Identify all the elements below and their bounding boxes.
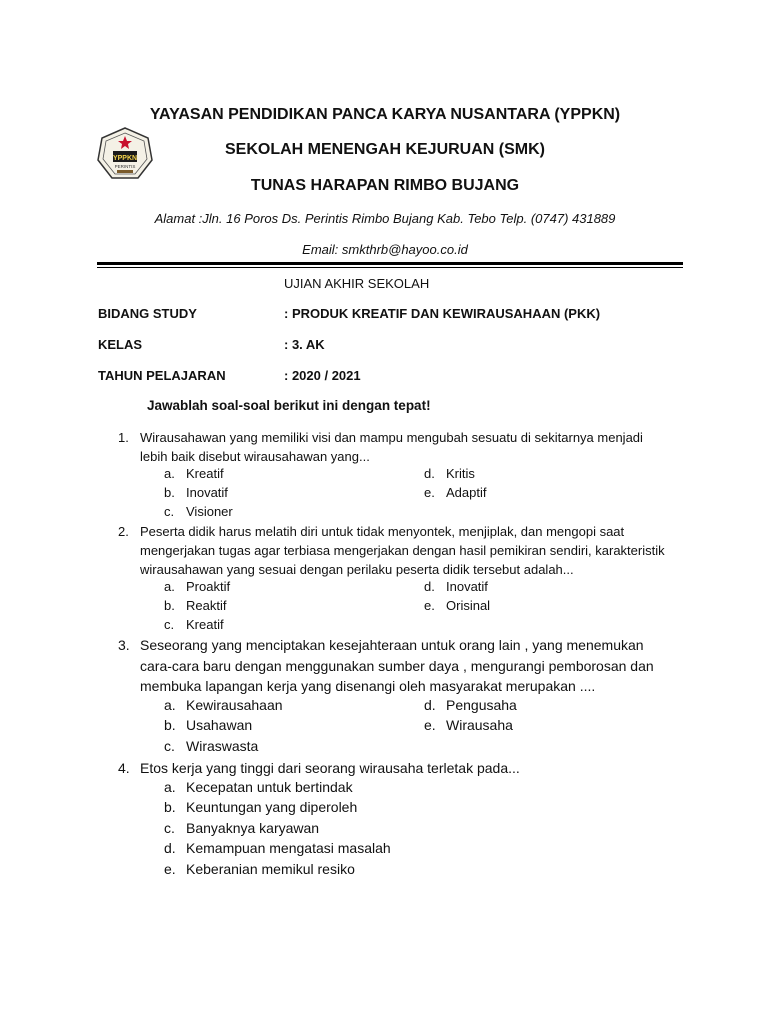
question-text-line: Wirausahawan yang memiliki visi dan mampu mengubah sesuatu di sekitarnya menjadi — [140, 430, 643, 445]
question-number: 2. — [118, 524, 129, 539]
question-text-line: cara-cara baru dengan menggunakan sumber daya , mengurangi pemborosan dan — [140, 657, 654, 674]
class-value: : 3. AK — [284, 337, 325, 352]
year-label: TAHUN PELAJARAN — [98, 368, 226, 383]
question-text-line: Seseorang yang menciptakan kesejahteraan untuk orang lain , yang menemukan — [140, 637, 644, 653]
question-text-line: lebih baik disebut wirausahawan yang... — [140, 449, 370, 464]
question-text-line: membuka lapangan kerja yang disenangi oleh masyarakat merupakan .... — [140, 678, 596, 694]
year-value: : 2020 / 2021 — [284, 368, 361, 383]
subject-label: BIDANG STUDY — [98, 306, 197, 321]
question-text-line: Etos kerja yang tinggi dari seorang wirausaha terletak pada... — [140, 760, 520, 776]
instruction: Jawablah soal-soal berikut ini dengan tepat! — [147, 398, 431, 413]
header-divider-thick — [97, 262, 683, 265]
svg-text:PERINTIS: PERINTIS — [114, 164, 136, 169]
school-type: SEKOLAH MENENGAH KEJURUAN (SMK) — [224, 141, 545, 158]
school-name: TUNAS HARAPAN RIMBO BUJANG — [250, 177, 520, 194]
question-number: 3. — [118, 637, 130, 653]
header-divider-thin — [97, 267, 683, 268]
question-number: 1. — [118, 430, 129, 445]
question-text-line: Peserta didik harus melatih diri untuk tidak menyontek, menjiplak, dan mengopi saat — [140, 524, 625, 539]
school-address: Alamat :Jln. 16 Poros Ds. Perintis Rimbo Bujang Kab. Tebo Telp. (0747) 431889 — [154, 211, 616, 226]
question-text-line: mengerjakan tugas agar terbiasa mengerjakan dengan hasil pemikiran sendiri, karakteristik — [140, 543, 665, 558]
class-label: KELAS — [98, 337, 143, 352]
subject-value: : PRODUK KREATIF DAN KEWIRAUSAHAAN (PKK) — [284, 306, 601, 321]
exam-title: UJIAN AKHIR SEKOLAH — [284, 276, 430, 291]
foundation-name: YAYASAN PENDIDIKAN PANCA KARYA NUSANTARA (YPPKN) — [149, 106, 621, 123]
svg-text:YPPKN: YPPKN — [112, 155, 138, 162]
question-number: 4. — [118, 760, 130, 776]
question-text-line: wirausahawan yang sesuai dengan perilaku peserta didik tersebut adalah... — [140, 562, 574, 577]
school-email: Email: smkthrb@hayoo.co.id — [302, 242, 468, 257]
